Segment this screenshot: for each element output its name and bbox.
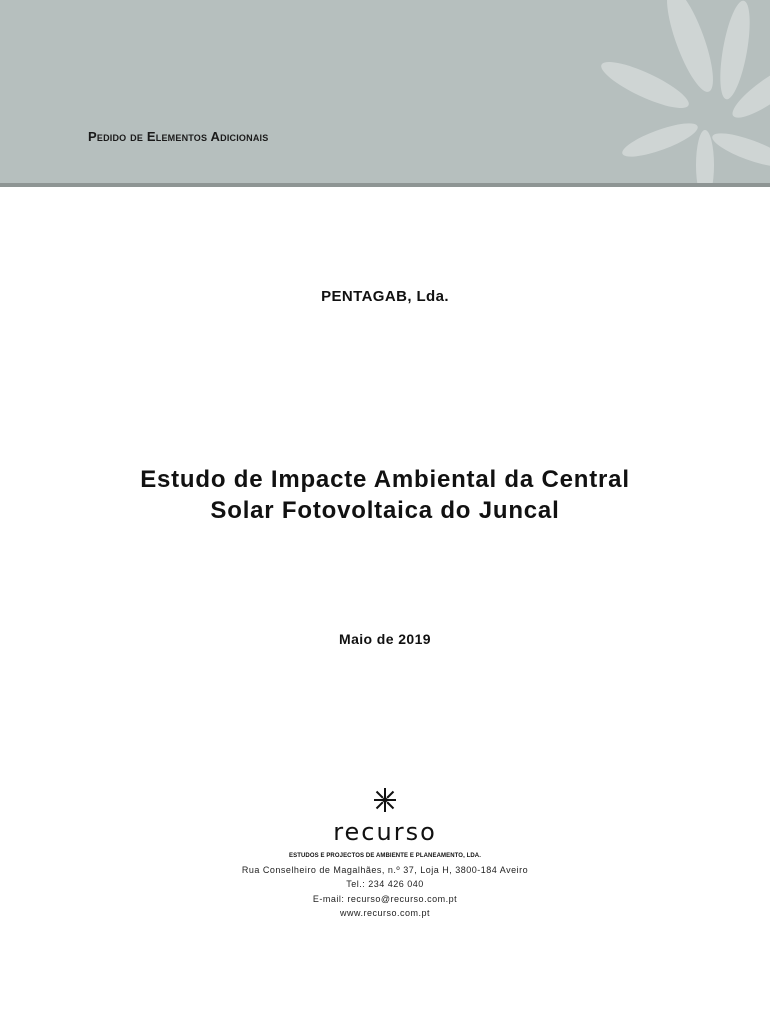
document-title (0, 464, 770, 526)
document-date: Maio de 2019 (339, 631, 431, 647)
address-line: Rua Conselheiro de Magalhães, n.º 37, Loja H, 3800-184 Aveiro (241, 865, 529, 875)
watermark-icon (540, 0, 770, 183)
document-title-line-2: Solar Fotovoltaica do Juncal (210, 497, 560, 524)
recurso-wordmark (305, 820, 465, 846)
company-name: PENTAGAB, Lda. (321, 288, 449, 305)
header-divider (0, 183, 770, 187)
company-full-name: ESTUDOS E PROJECTOS DE AMBIENTE E PLANEAMENTO, LDA. (288, 853, 481, 859)
sun-leaf-icon (371, 786, 399, 814)
email-line: E-mail: recurso@recurso.com.pt (312, 894, 458, 904)
header-title: Pedido de Elementos Adicionais (88, 129, 269, 144)
header-band (0, 0, 770, 183)
recurso-logo (0, 786, 770, 846)
phone-line: Tel.: 234 426 040 (346, 879, 424, 889)
logo-word-text: recurso (333, 820, 437, 846)
document-title-line-1: Estudo de Impacte Ambiental da Central (140, 466, 630, 493)
website-line: www.recurso.com.pt (339, 908, 431, 918)
